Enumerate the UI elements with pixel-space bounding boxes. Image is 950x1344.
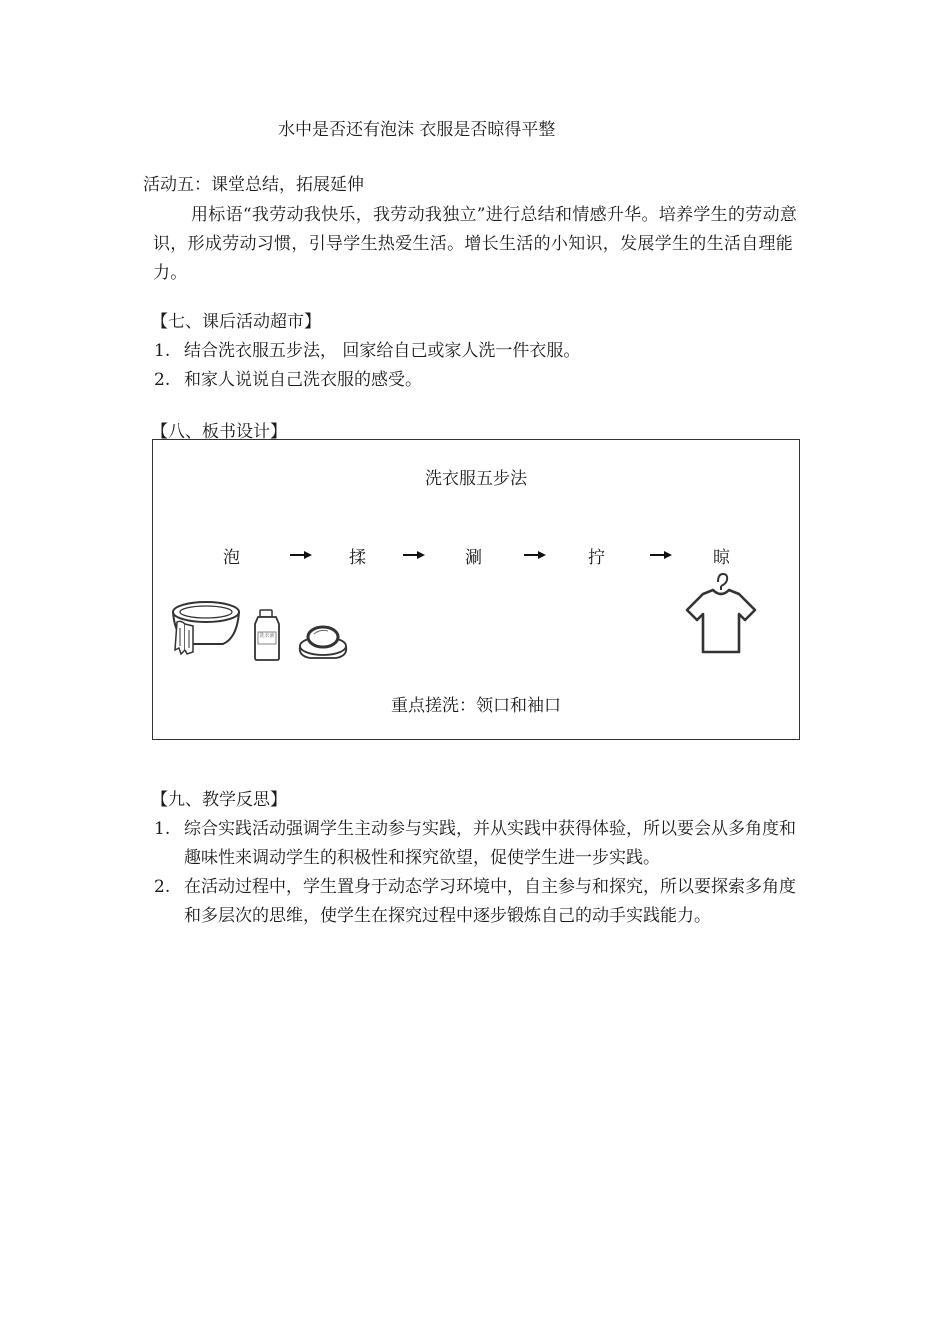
activity5-paragraph: 用标语“我劳动我快乐，我劳动我独立”进行总结和情感升华。培养学生的劳动意识，形成劳动习惯，引导学生热爱生活。增长生活的小知识，发展学生的生活自理能力。 xyxy=(153,205,798,283)
section8-title: 【八、板书设计】 xyxy=(151,422,287,442)
section9-title: 【九、教学反思】 xyxy=(151,790,287,810)
blackboard-design xyxy=(152,439,800,740)
list-number: 2. xyxy=(154,370,171,390)
list-item xyxy=(154,366,804,395)
step-rinse: 涮 xyxy=(465,548,482,568)
step-soak: 泡 xyxy=(223,548,240,568)
board-title: 洗衣服五步法 xyxy=(425,469,527,489)
list-text: 结合洗衣服五步法， 回家给自己或家人洗一件衣服。 xyxy=(184,341,581,361)
arrow-right-icon xyxy=(403,550,425,560)
list-item xyxy=(154,337,804,366)
tshirt-hanger-icon xyxy=(681,570,761,656)
list-number: 2. xyxy=(154,877,171,897)
list-number: 1. xyxy=(154,819,171,839)
step-dry: 晾 xyxy=(713,548,730,568)
activity5-heading: 活动五：课堂总结，拓展延伸 xyxy=(143,175,364,195)
bottle-label: 洗衣液 xyxy=(259,633,275,639)
list-item xyxy=(154,873,809,960)
section7-title: 【七、课后活动超市】 xyxy=(151,312,321,332)
list-text: 在活动过程中，学生置身于动态学习环境中，自主参与和探究，所以要探索多角度和多层次的思维，使学生在探究过程中逐步锻炼自己的动手实践能力。 xyxy=(184,877,796,926)
list-number: 1. xyxy=(154,341,171,361)
board-note: 重点搓洗：领口和袖口 xyxy=(391,696,561,716)
list-text: 和家人说说自己洗衣服的感受。 xyxy=(184,370,422,390)
step-rub: 揉 xyxy=(349,548,366,568)
arrow-right-icon xyxy=(524,550,546,560)
basin-icon xyxy=(171,598,241,656)
arrow-right-icon xyxy=(650,550,672,560)
list-text: 综合实践活动强调学生主动参与实践，并从实践中获得体验，所以要会从多角度和趣味性来调动学生的积极性和探究欲望，促使学生进一步实践。 xyxy=(184,819,796,868)
top-line: 水中是否还有泡沫 衣服是否晾得平整 xyxy=(278,120,556,140)
list-item xyxy=(154,815,809,873)
arrow-right-icon xyxy=(290,550,312,560)
step-wring: 拧 xyxy=(588,548,605,568)
soap-icon xyxy=(296,620,350,662)
